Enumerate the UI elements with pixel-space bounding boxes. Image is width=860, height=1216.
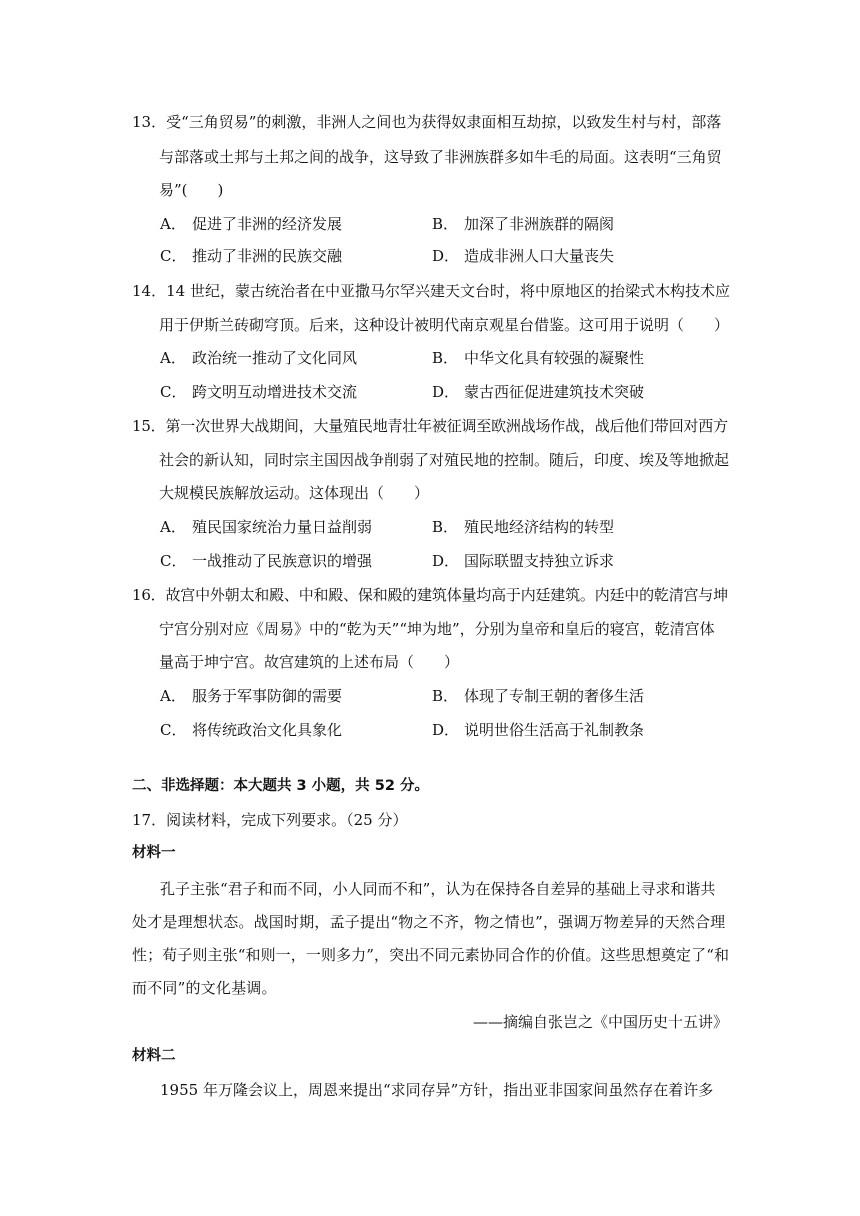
q14-option-a[interactable]	[160, 348, 357, 368]
q14-option-c[interactable]	[160, 382, 357, 402]
q15-line-3: 大规模民族解放运动。这体现出（ ）	[159, 484, 430, 502]
q15-option-c[interactable]	[160, 551, 372, 571]
q13-line-2: 与部落或土邦与土邦之间的战争，这导致了非洲族群多如牛毛的局面。这表明“三角贸	[159, 148, 722, 166]
option-letter: B．	[432, 349, 459, 367]
q14-line-1: 14．14 世纪，蒙古统治者在中亚撒马尔罕兴建天文台时，将中原地区的抬梁式木构技术应	[132, 282, 730, 300]
option-text: 政治统一推动了文化同风	[192, 349, 358, 367]
q13-option-b[interactable]	[432, 214, 614, 234]
q14-option-b[interactable]	[432, 348, 644, 368]
q15-line-2: 社会的新认知，同时宗主国因战争削弱了对殖民地的控制。随后，印度、埃及等地掀起	[159, 451, 730, 469]
option-text: 中华文化具有较强的凝聚性	[464, 349, 645, 367]
q15-option-a[interactable]	[160, 517, 372, 537]
q13-option-a[interactable]	[160, 214, 342, 234]
option-text: 服务于军事防御的需要	[192, 687, 343, 705]
material-1-source: ——摘编自张岂之《中国历史十五讲》	[472, 1013, 728, 1031]
option-letter: B．	[432, 687, 459, 705]
q16-line-1: 16．故宫中外朝太和殿、中和殿、保和殿的建筑体量均高于内廷建筑。内廷中的乾清宫与坤	[132, 586, 728, 604]
option-letter: C．	[160, 552, 187, 570]
material-1-line-2: 处才是理想状态。战国时期，孟子提出“物之不齐，物之情也”，强调万物差异的天然合理	[132, 913, 726, 931]
option-letter: A．	[160, 518, 186, 536]
option-text: 殖民国家统治力量日益削弱	[192, 518, 373, 536]
q13-option-c[interactable]	[160, 246, 342, 266]
q13-option-d[interactable]	[432, 246, 614, 266]
section-heading: 二、非选择题：本大题共 3 小题，共 52 分。	[132, 778, 429, 794]
option-letter: C．	[160, 721, 187, 739]
option-text: 体现了专制王朝的奢侈生活	[464, 687, 645, 705]
q16-line-2: 宁宫分别对应《周易》中的“乾为天”“坤为地”，分别为皇帝和皇后的寝宫，乾清宫体	[159, 620, 715, 638]
option-text: 加深了非洲族群的隔阂	[464, 215, 615, 233]
q15-option-d[interactable]	[432, 551, 614, 571]
option-letter: D．	[432, 552, 460, 570]
q16-line-3: 量高于坤宁宫。故宫建筑的上述布局（ ）	[159, 653, 460, 671]
option-letter: B．	[432, 518, 459, 536]
q16-option-d[interactable]	[432, 720, 644, 740]
option-text: 国际联盟支持独立诉求	[464, 552, 615, 570]
option-text: 蒙古西征促进建筑技术突破	[464, 383, 645, 401]
option-text: 造成非洲人口大量丧失	[464, 247, 615, 265]
q16-option-c[interactable]	[160, 720, 342, 740]
option-letter: C．	[160, 383, 187, 401]
material-1-line-3: 性；荀子则主张“和则一，一则多力”，突出不同元素协同合作的价值。这些思想奠定了“和	[132, 946, 730, 964]
option-text: 将传统政治文化具象化	[192, 721, 343, 739]
q14-option-d[interactable]	[432, 382, 644, 402]
option-text: 说明世俗生活高于礼制教条	[464, 721, 645, 739]
option-letter: A．	[160, 687, 186, 705]
q13-line-3: 易”( )	[159, 181, 224, 199]
option-text: 一战推动了民族意识的增强	[192, 552, 373, 570]
option-letter: D．	[432, 383, 460, 401]
material-1-title: 材料一	[132, 845, 176, 861]
option-text: 殖民地经济结构的转型	[464, 518, 615, 536]
option-letter: A．	[160, 349, 186, 367]
option-letter: C．	[160, 247, 187, 265]
material-2-line-1: 1955 年万隆会议上，周恩来提出“求同存异”方针，指出亚非国家间虽然存在着许多	[160, 1081, 714, 1099]
option-letter: D．	[432, 721, 460, 739]
option-letter: B．	[432, 215, 459, 233]
q13-line-1: 13．受“三角贸易”的刺激，非洲人之间也为获得奴隶面相互劫掠，以致发生村与村，部落	[132, 113, 722, 131]
material-2-title: 材料二	[132, 1048, 176, 1064]
q15-option-b[interactable]	[432, 517, 614, 537]
q17-prompt: 17．阅读材料，完成下列要求。（25 分）	[132, 811, 408, 829]
option-text: 推动了非洲的民族交融	[192, 247, 343, 265]
option-text: 促进了非洲的经济发展	[192, 215, 343, 233]
option-text: 跨文明互动增进技术交流	[192, 383, 358, 401]
q16-option-a[interactable]	[160, 686, 342, 706]
material-1-line-4: 而不同”的文化基调。	[132, 979, 277, 997]
q16-option-b[interactable]	[432, 686, 644, 706]
option-letter: D．	[432, 247, 460, 265]
q15-line-1: 15．第一次世界大战期间，大量殖民地青壮年被征调至欧洲战场作战，战后他们带回对西方	[132, 417, 728, 435]
option-letter: A．	[160, 215, 186, 233]
q14-line-2: 用于伊斯兰砖砌穹顶。后来，这种设计被明代南京观星台借鉴。这可用于说明（ ）	[159, 316, 730, 334]
material-1-line-1: 孔子主张“君子和而不同，小人同而不和”，认为在保持各自差异的基础上寻求和谐共	[160, 880, 716, 898]
